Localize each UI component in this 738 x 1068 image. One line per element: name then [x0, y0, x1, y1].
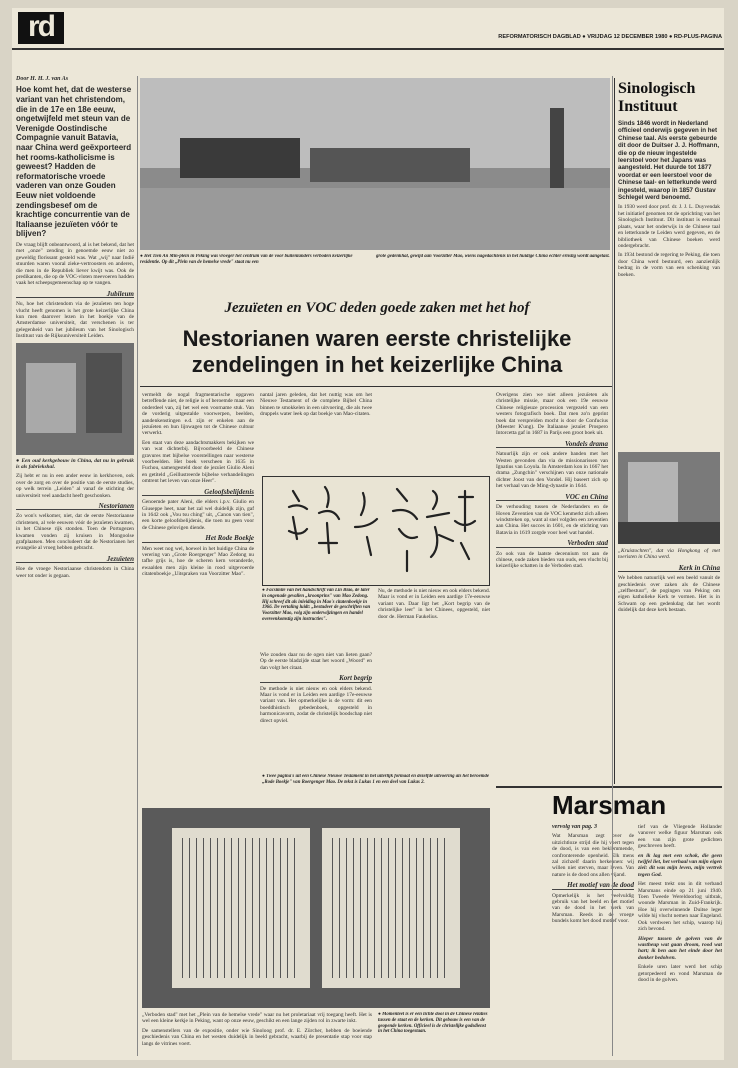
glyph-4: [393, 489, 417, 571]
masthead: REFORMATORISCH DAGBLAD ● VRIJDAG 12 DECEMBER 1980 ● RD-PLUS-PAGINA: [498, 34, 722, 40]
marsman-byline: vervolg van pag. 3: [552, 824, 597, 830]
mid2-paragraph-2: Wie zouden daar nu de ogen niet van lieten gaan? Op de eerste bladzijde staat het woord „Woord" en dan volgt het citaat.: [260, 652, 372, 671]
intro-paragraph: Hoe komt het, dat de westerse variant van het christendom, die in de 17e en 18e eeuw, ongetwijfeld met steun van de Verenigde Oostindische Compagnie vanuit Batavia, naar China werd geëxporteerd het rooms-katholicisme is geweest? Hadden de reformatorische vroede vaderen van onze Gouden Eeuw niet voldoende zendingsbesef om de krachtige concurrentie van de Italiaanse jezuïeten vóór te blijven?: [16, 85, 132, 239]
church-group-photo: [618, 452, 720, 544]
bible-text-right: [332, 838, 450, 978]
crowd: [618, 522, 720, 544]
mid3-paragraph-1: Overigens zien we niet alleen jezuïeten als christelijke missie, maar ook een 19e eeuwse Chinese religieuze procession vergezeld van een westers fotografisch boek. Dat men zo'n geprint boek dat verspreiden mocht is door de Confucius (Meester K'ung). De Italiaanse jezuïet Prospero Intorcetta gaf in 1687 in Parijs een groot boek uit.: [496, 392, 608, 437]
church-photo-caption: ● Een oud kerkgebouw in China, dat nu in gebruik is als fabriekshal.: [16, 457, 134, 470]
subhead-vondels-drama: Vondels drama: [496, 441, 608, 448]
tiananmen-caption-right: grote gedenkhal, gewijd aan Voorzitter Mao, wiens nagedachtenis in het huidige China echter ernstig wordt aangetast.: [376, 254, 610, 259]
glyph-2: [319, 487, 339, 553]
glyph-5: [427, 491, 453, 557]
marsman-column-2: [638, 824, 722, 1052]
headline: [142, 326, 612, 378]
memorial-hall: [310, 148, 470, 182]
mid-column-2-bottom: [260, 652, 372, 770]
marsman-quote-1: en ik lag met een schok, die geen twijfel liet, het verhaal van mijn eigen ziel: dit was mijn leven, mijn vertrek tegen God.: [638, 852, 722, 878]
subhead-verboden-stad: Verboden stad: [496, 540, 608, 547]
left-paragraph-1: De vraag blijft onbeantwoord, al is het bekend, dat het met „onze" zending in genoemde eeuw niet zo geweldig florissant gesteld was. Wat „wij" naar Indië stuurden waren vooral zieke-vertroosters en anderen, die men in de Republiek liever kwijt was. Ook de predikanten, die op de VOC-vloten meevoeren hadden vaak het scheepsgemeenschap op te vangen.: [16, 241, 134, 287]
mid3-paragraph-4: Zo ook van de laatste decennium tot aan de chinese, oude zaken bieden van ouds, een vlucht bij keizerlijke schatten in de Verboden stad.: [496, 550, 608, 570]
bible-caption: ● Twee pagina's uit een Chinese Nieuwe Testament in het uiterlijk formaat en dezelfde uitvoering als het beroemde „Rode Boekje" van Roergenger Mao. De tekst is Lukas 1 en een deel van Lukas 2.: [262, 774, 490, 785]
mid4-paragraph-1: „Verboden stad" met het „Plein van de hemelse vrede" waar nu het proletariaat vrij toegang heeft. Het is wel een kleine kerkje in Peking, want op onze eeuw, geschikt en een lange zijden rol in zwarte inkt.: [142, 1012, 372, 1025]
byline: Door H. H. J. van As: [16, 76, 69, 82]
calligraphy-drawing: [263, 477, 489, 585]
mid2-paragraph-1: nantal jaren geleden, dat het nuttig was om het Nieuwe Testament of de complete Bijbel China binnen te smokkelen in een uitvoering, die als twee druppels water leek op dat boekje van Mao-citaten.: [260, 392, 372, 418]
glyph-1: [289, 491, 307, 539]
sinologisch-title: [618, 80, 722, 116]
mid4-paragraph-2: De samenstellers van de expositie, onder wie Sinoloog prof. dr. E. Zürcher, hebben de boeiende geschiedenis van China en het westen duidelijk in beeld gebracht, waarbij de presentatie stap voor stap langs de vitrines voert.: [142, 1027, 372, 1047]
kerk-paragraph: We hebben natuurlijk wel een beeld vanuit de geschiedenis over zaken als de Chinese „zelfbestuur", de pogingen van Peking om eigen katholieke Kerk te vormen. Het is in Schwam op een gedenkdag dat het wordt duidelijk dat deze kerk bestaan.: [618, 575, 720, 614]
headline-line-2: zendelingen in het keizerlijke China: [191, 352, 563, 377]
subhead-geloofsbelijdenis: Geloofsbelijdenis: [142, 489, 254, 496]
newspaper-page: [12, 8, 724, 1060]
mid1-paragraph-2: Een staat van deze aandachtsmakkers bekijken we van wat dichterbij. Bijvoorbeeld de Chinese gravures met bijbelse voorstellingen naar westerse voorbeelden. Het boek verscheen in 1635 in Fuchou, samengesteld door de jezuïet Giulio Aleni en getiteld „Geillustreerde bijbelse verhandelingen omtrent het leven van onze Heer".: [142, 439, 254, 485]
left-column: [16, 76, 134, 1051]
sinologisch-paragraph-2: In 1934 bestond de regering te Peking, die toen door China werd bestuurd, een aanzienlijk bedrag in de vorm van een schenking van boeken.: [618, 252, 720, 278]
monument: [550, 108, 564, 188]
mid1-paragraph-3: Genoemde pater Aleni, die elders i.p.v. Giulio en Giuseppe heet, naar het zal wel duidelijk zijn, gaf in 1642 ook „Vou tsu ching" uit, „Canon van tien", een korte geloofsbelijdenis, die toen nu geen voor de Chinese gelovigen diende.: [142, 499, 254, 531]
subhead-kerk-in-china: Kerk in China: [618, 565, 720, 572]
marsman-paragraph-4: Het meest trekt ons in dit verband Marsmans einde op 21 juni 1940. Toen Tweede Wereldoorlog uitbrak, woonde Marsman in Zuid-Frankrijk. Hoe hij overwinnende Duitse leger wilde hij vlucht nemen naar Engeland. Ook verdween het schip, waarop hij zich bevond.: [638, 881, 722, 933]
page-header: [12, 8, 724, 50]
headline-line-1: Nestorianen waren eerste christelijke: [182, 326, 572, 351]
subhead-jubileum: Jubileum: [16, 291, 134, 298]
mid-column-2-top: [260, 392, 372, 474]
mid-column-4: [142, 1012, 372, 1056]
facsimile-caption: ● Facsimile van het handschrift van Lin Biao, de later in ongenade gevallen „kroonprins" van Mao Zedong. Hij schreef dit als inleiding in Mao's citatenboekje in 1966. De vertaling luidt: „bestudeer de geschriften van Voorzitter Mao, volg zijn onderwijzingen en handel overeenkomstig zijn instructies".: [262, 588, 371, 622]
rd-logo: rd: [18, 12, 64, 44]
sinologisch-paragraph-1: In 1930 werd door prof. dr. J. J. L. Duyvendak het initiatief genomen tot de oprichting van het Sinologisch Instituut. Dit instituut is eenmaal plaats, waar het onderwijs in de Chinese taal en letterkunde te Leiden werd gegeven, en de bibliotheek van Chinese boeken werd ondergebracht.: [618, 204, 720, 249]
subhead-kort-begrip: Kort begrip: [260, 675, 372, 682]
tiananmen-photo: [140, 78, 610, 250]
glyph-6: [455, 491, 475, 559]
kerk-column: [618, 548, 720, 784]
mid3-photo-caption: ● Momenteel is er een lichte dooi in de Chinese relaties tussen de staat en de kerken. Dit gebouw is een van de geopende kerken. Officieel is de christelijke godsdienst in het China toegestaan.: [378, 1012, 488, 1035]
marsman-title: Marsman: [552, 790, 667, 820]
marsman-rule: [496, 786, 722, 788]
sinologisch-title-line-1: Sinologisch: [618, 80, 696, 97]
left-paragraph-4: Zo won's welkomer, niet, dat de eerste Nestoriaanse christenen, al vele eeuwen vóór de jezuïeten kwamen, in het Chinese rijk stonden. Toen de Portugezen kwamen vonden zij kruisen in Mongoolse grafplaatsen. Men concludeert dat de Nestorianen het evangelie al vroeg hebben gebracht.: [16, 513, 134, 552]
column-rule-2: [612, 76, 613, 1056]
mid-quote-column: [378, 588, 490, 770]
church-photo: [16, 343, 134, 455]
left-paragraph-3: Zij hebt er nu in een ander eeuw in kerkhoven, ook over de zorg en over de positie van de eerste studies, op welk terrein „Leiden" al vanaf de stichting der universiteit veel aandacht heeft geschonken.: [16, 473, 134, 499]
square: [140, 188, 610, 250]
marsman-paragraph-3: tief van de Vliegende Hollander vanover welke figuur Marsman ook een van zijn grote gedichten geschreven heeft.: [638, 824, 722, 850]
bible-photo: [142, 808, 490, 1008]
marsman-paragraph-2: Opmerkelijk is het veelvuldig gebruik van het beeld en het motief van de dood in het werk van Marsman. Reeds in de vroege bundels komt het dood motief voor.: [552, 892, 634, 925]
church-tower: [86, 353, 122, 433]
tiananmen-caption-left: ● Het Tien An Min-plein in Peking was vroeger het centrum van de voor buitenlanders verboden keizerlijke residentie. Op dit „Plein van de hemelse vrede" staat nu een: [140, 254, 353, 265]
gate-building: [180, 138, 300, 178]
mid1-paragraph-1: vermeldt de nogal fragmentarische opgaven betreffende niet, de religie is of beroemde maar een onderdeel van, zij het wel een voorname stuk. Van de vorderig uitgestalde voorwerpen, beelden, aandenkenstingen e.d. zijn er enkelen aan de jezuïeten en hun lijnwagen tot de Chinese cultuur verwerkt.: [142, 392, 254, 437]
facsimile-handwriting: [262, 476, 490, 586]
bible-text-left: [182, 838, 300, 978]
church-facade: [628, 462, 678, 522]
subhead-voc-china: VOC en China: [496, 494, 608, 501]
left-paragraph-2: Nu, hoe het christendom via de jezuïeten ten hoge vlucht heeft genomen is het grote keizerlijke China kun men daarover lezen in het boekje van de Amsterdamse universiteit, dat verschenen is ter gelegenheid van het jubileum van het Sinologisch Instituut van de Rijksuniversiteit Leiden.: [16, 301, 134, 340]
church-building: [26, 363, 76, 433]
mid3-paragraph-3: De verhouding tussen de Nederlanders en de Hoven Zeventien van de VOC kenmerkt zich alleen windstreken op, want al snel volgden een zeventien aan China. Het succes in 1601, en de stichting van Batavia in 1619 zorgde voor heel wat handel.: [496, 504, 608, 536]
mid2-paragraph-3: De methode is niet nieuw en ook elders bekend. Maar is vond er in Leiden een aardige 17e-eeuwse variant van. Het opmerkelijke is de vorm: dit een boeddhistisch gebedenboek, opgesteld in harmonicavorm, zodat de christelijk boodschap niet direct opviel.: [260, 685, 372, 724]
subhead-nestorianen: Nestorianen: [16, 503, 134, 510]
kicker: Jezuïeten en VOC deden goede zaken met het hof: [224, 300, 530, 316]
sinologisch-intro: Sinds 1846 wordt in Nederland officieel onderwijs gegeven in het Chinese taal. Als eerste gebeurde dit door de Duitser J. J. Hoffmann, die op de nieuw ingestelde leerstoel voor het Japans was aangesteld. Het duurde tot 1877 voordat er een leerstoel voor de Chinese taal- en letterkunde werd ingesteld, waarop in 1857 Gustav Schlegel werd benoemd.: [618, 120, 720, 202]
subhead-jezuieten: Jezuïeten: [16, 556, 134, 563]
sinologisch-column: [618, 120, 720, 450]
headline-rule: [140, 386, 612, 387]
sinologisch-title-line-2: Instituut: [618, 98, 678, 115]
mid-column-1: [142, 392, 254, 772]
marsman-column-1: [552, 824, 634, 1052]
subhead-rode-boekje: Het Rode Boekje: [142, 535, 254, 542]
mid1-paragraph-4: Men weet nog wel, hoewel in het huidige China de verering van „Grote Roergenger" Mao Zedong nu tafhe grijs is, hoe de scheren kern veranderde, ewaalden men zijn kleine in rood uitgevoerde citatenboekje „Uitspraken van Voorzitter Mao".: [142, 545, 254, 578]
mid1-quote: Nu, de methode is niet nieuw en ook elders bekend. Maar is vond er in Leiden een aardige 17e-eeuwse variant van. Daar ligt het „Kort begrip van de christelijke leer" in het Chinees, opgesteld, niet door de. Herman Faukelius.: [378, 588, 490, 620]
subhead-motief-dood: Het motief van de dood: [552, 882, 634, 889]
mid3-paragraph-2: Natuurlijk zijn er ook andere banden met het Westen gevonden dan via de missionarissen van Ignatius van Loyola. In Amsterdam kon in 1667 het drama „Zungchin" verschijnen van onze nationale dichter Joost van den Vondel. Hij baseert zich op het verhaal van de Ming-dynastie in 1644.: [496, 451, 608, 490]
glyph-3: [355, 493, 377, 555]
sinologisch-caption: „Kruistochten", dat via Hongkong of met toeristen in China werd.: [618, 548, 720, 561]
column-rule-1: [137, 76, 138, 1056]
marsman-paragraph-1: Wat Marsman zegt over de uitzichtloze strijd die hij voert tegen de dood, is van een beklemmende, confronterende openheid. Elk mens zal zichzelf daarin herkennen: wij willen niet sterven, maar leven. Van nature is de dood ons allen vijand.: [552, 833, 634, 878]
marsman-quote-2: Hieper tussen de golven van de wastheup wat gaan droom, rood wat hart; ik ben aan het einde door het donker bedolven.: [638, 935, 722, 961]
marsman-paragraph-5: Enkele uren later werd het schip getorpedeerd en vond Marsman de dood in de golven.: [638, 964, 722, 983]
left-paragraph-5: Hoe de vroege Nestoriaanse christendom in China weer tot onder is gegaan.: [16, 566, 134, 579]
